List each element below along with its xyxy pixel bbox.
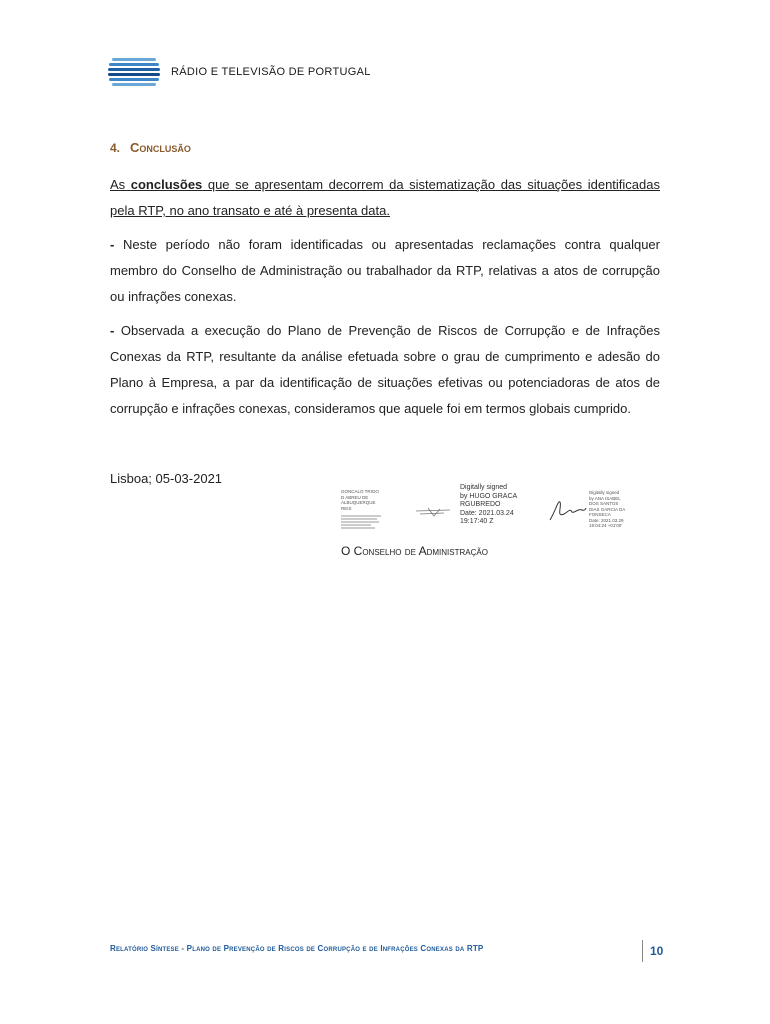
sig3-line: Digitally signed [589,490,620,495]
p3-dash: - [110,323,115,338]
p2-dash: - [110,237,115,252]
signature-block-3 [589,490,659,529]
sig1-line: D ABREU DE [341,494,369,500]
sig3-line: FONSECA [589,512,611,517]
paragraph-plan-execution [110,318,660,422]
sig3-line: by ANA ISABEL [589,495,621,501]
date-line: Lisboa; 05-03-2021 [110,471,223,486]
brand-name: RÁDIO E TELEVISÃO DE PORTUGAL [171,66,371,78]
section-title: Conclusão [130,140,191,155]
sig2-line: by HUGO GRACA [460,492,518,500]
sig3-line: DIAS GARCIA DA [589,506,626,512]
section-number: 4. [110,141,121,155]
section-heading [110,140,191,155]
p1-rest: que se apresentam decorrem da sistematização das situações identificadas pela RTP, no ano transato e até à presenta data. [110,177,660,218]
sig1-line: ALBUQUERQUE [341,500,376,505]
p1-keyword: conclusões [130,177,203,192]
paragraph-no-complaints [110,232,660,310]
p2-text: Neste período não foram identificadas ou apresentadas reclamações contra qualquer membro do Conselho de Administração ou trabalhador da RTP, relativas a atos de corrupção ou infrações conexas. [110,237,660,304]
signature-scribble-3 [548,496,588,524]
paragraph-conclusions [110,172,660,224]
page-number: 10 [650,944,664,958]
sig1-line: GONCALO TRIGO [341,489,379,494]
sig1-fine-lines [341,515,411,529]
board-signature-caption: O Conselho de Administração [341,544,488,558]
rtp-logo [108,57,160,89]
sig3-line: Date: 2021.03.29 [589,517,624,523]
sig1-line: REIS [341,505,352,511]
sig2-line: 19:17:40 Z [460,518,494,525]
sig2-line: Digitally signed [460,484,508,491]
signature-block-1 [341,489,411,530]
footer-divider [642,940,643,962]
p3-text: Observada a execução do Plano de Prevenção de Riscos de Corrupção e de Infrações Conexas da RTP, resultante da análise efetuada sobre o grau de cumprimento e adesão do Plano à Empresa, a par da identificação de situações efetivas ou potenciadoras de atos de corrupção e infrações conexas, consideramos que aquele foi em termos globais cumprido. [110,323,660,416]
sig2-line: RGUBREDO [460,501,501,508]
footer-title: Relatório Síntese - Plano de Prevenção de Riscos de Corrupção e de Infrações Conexas da RTP [110,944,484,953]
sig3-line: DOS SANTOS [589,501,619,506]
signature-block-2 [460,484,540,527]
signature-scribble-2 [414,502,454,520]
sig2-line: Date: 2021.03.24 [460,509,514,517]
sig3-line: 19:04:24 +01'00' [589,523,623,528]
p1-lead: As [110,177,131,192]
